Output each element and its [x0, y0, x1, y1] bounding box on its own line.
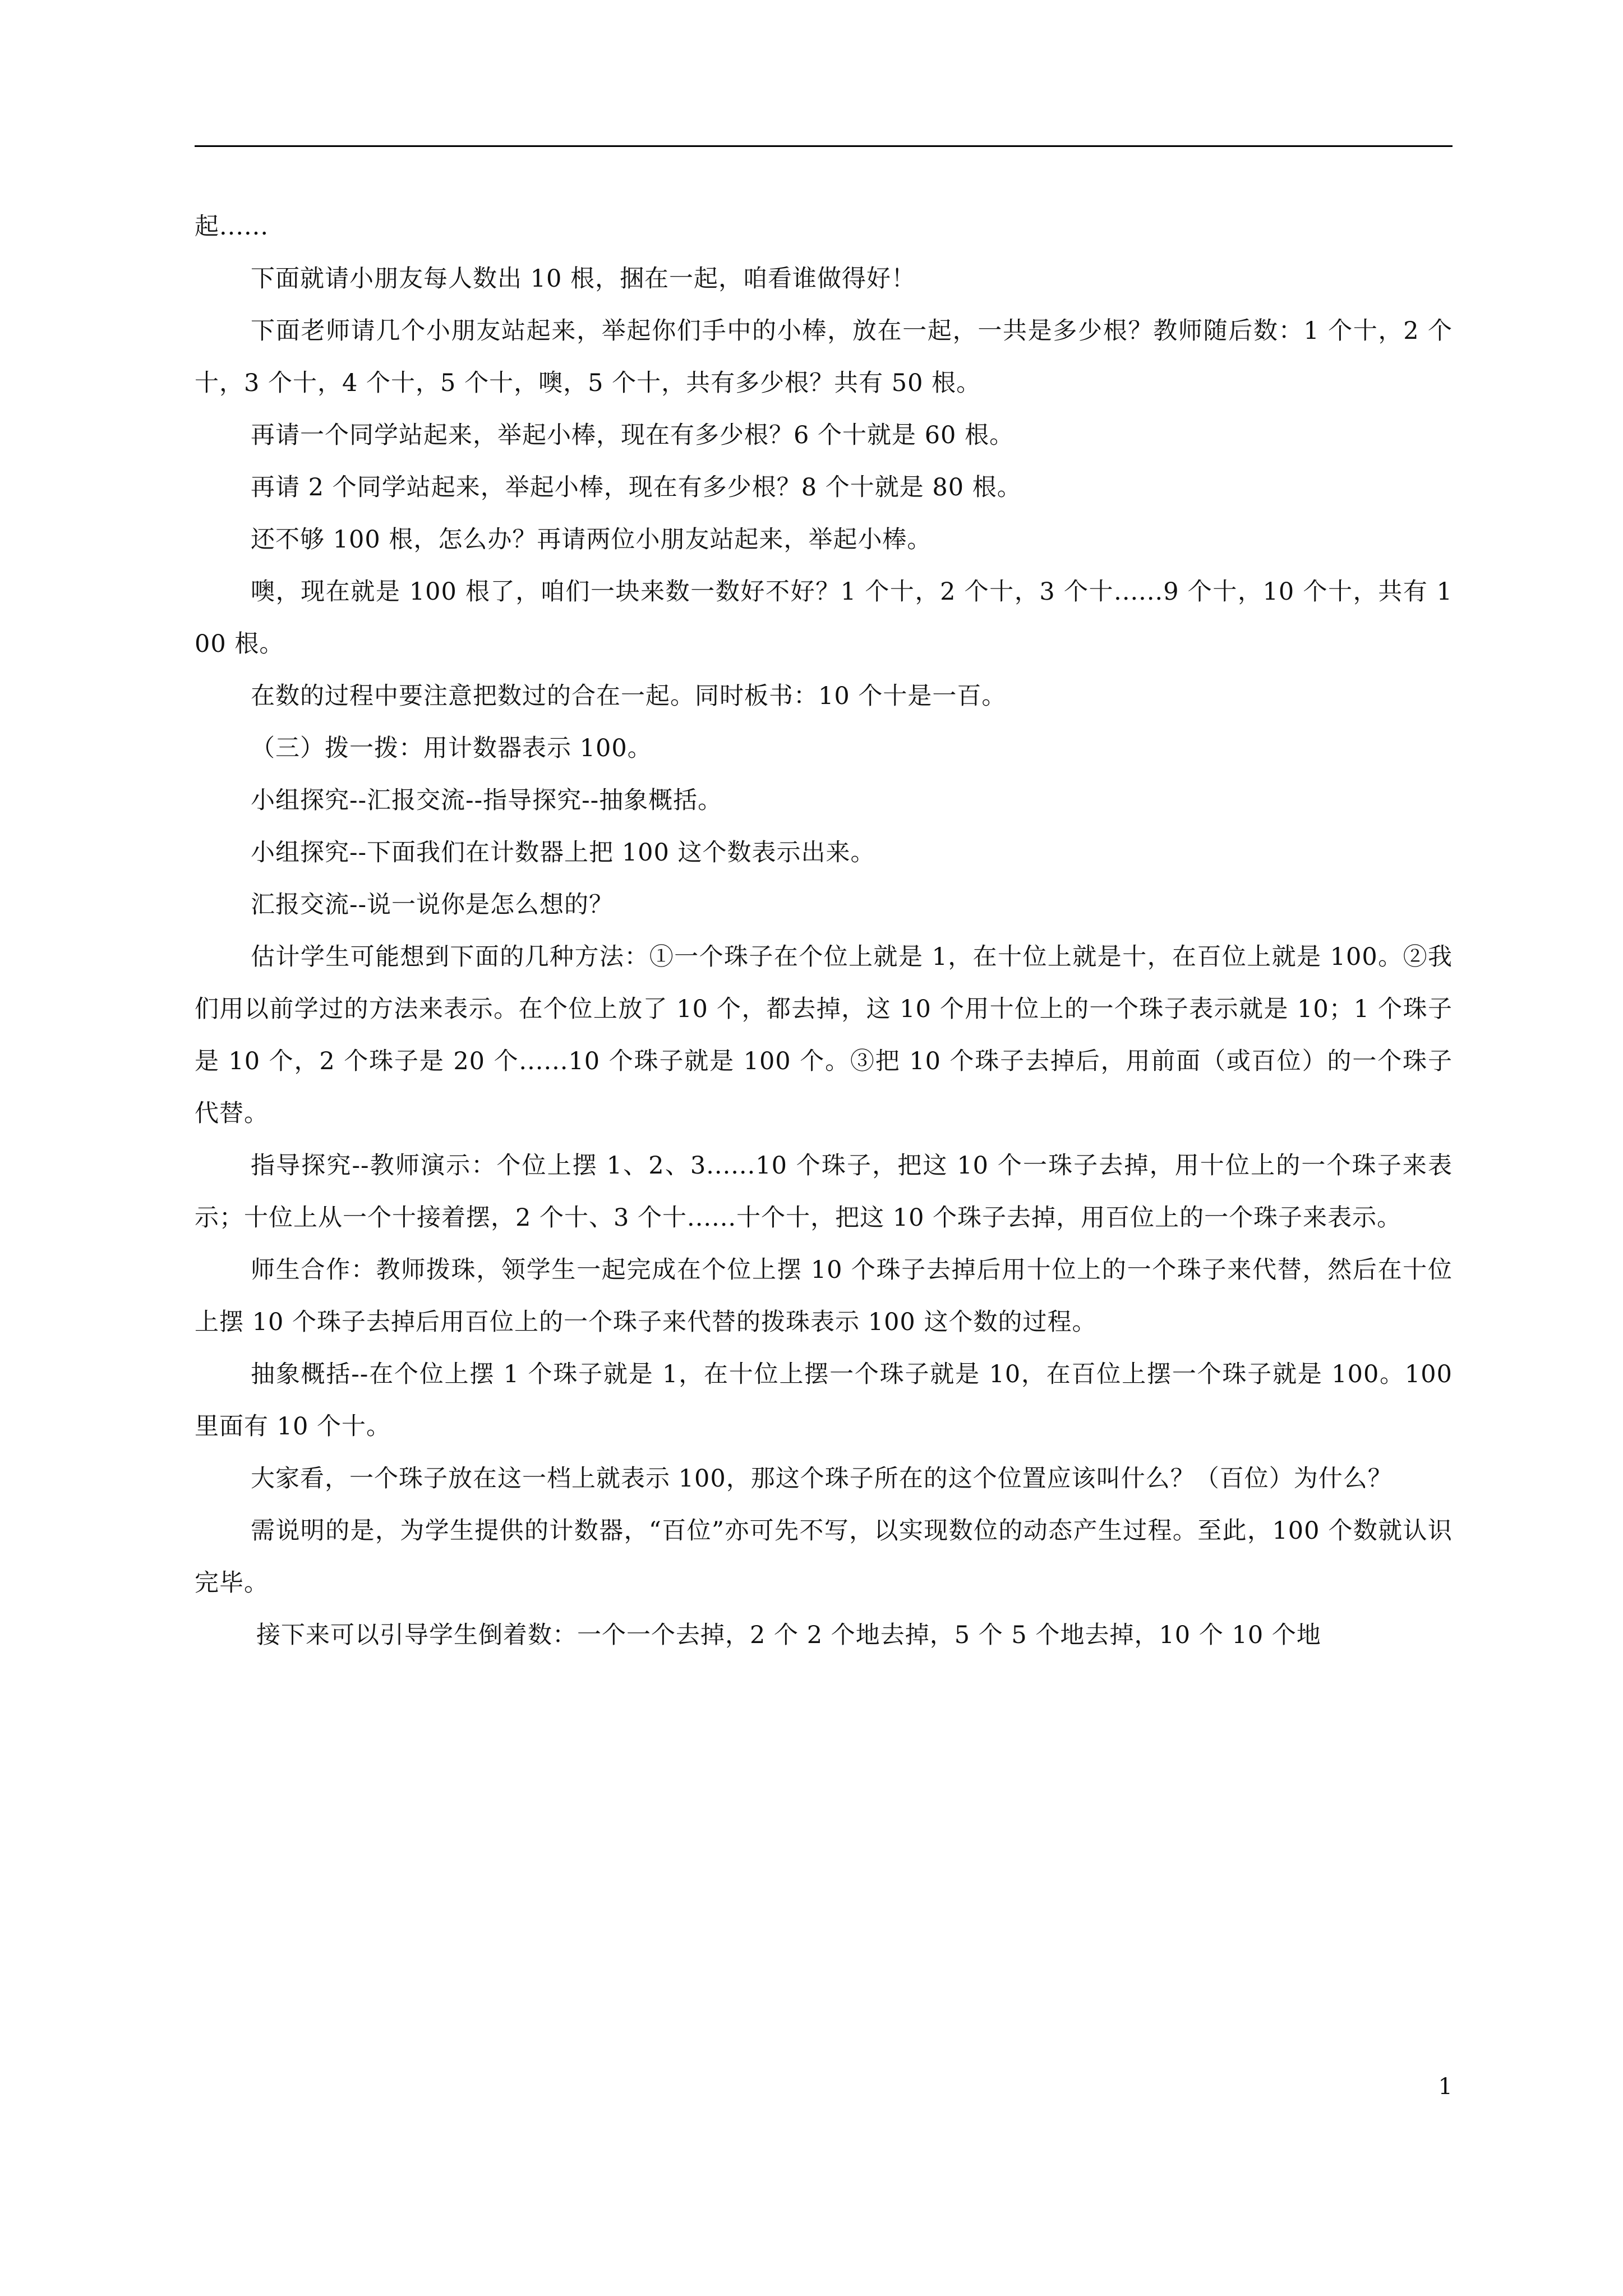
paragraph: 在数的过程中要注意把数过的合在一起。同时板书：10 个十是一百。	[251, 682, 1007, 710]
paragraph: 再请 2 个同学站起来，举起小棒，现在有多少根？8 个十就是 80 根。	[251, 473, 1022, 501]
paragraph: 指导探究--教师演示：个位上摆 1、2、3......10 个珠子，把这 10 个一珠子去掉，用十位上的一个珠子来表示；十位上从一个十接着摆，2 个十、3 个十......十个十，把这 10 个珠子去掉，用百位上的一个珠子来表示。	[195, 1152, 1453, 1232]
document-body	[195, 201, 1453, 1662]
paragraph-continuation: 起......	[195, 213, 269, 241]
paragraph: 估计学生可能想到下面的几种方法：①一个珠子在个位上就是 1，在十位上就是十，在百位上就是 100。②我们用以前学过的方法来表示。在个位上放了 10 个，都去掉，这 10 个用十位上的一个珠子表示就是 10；1 个珠子是 10 个，2 个珠子是 20 个......10 个珠子就是 100 个。③把 10 个珠子去掉后，用前面（或百位）的一个珠子代替。	[195, 943, 1453, 1128]
paragraph: 抽象概括--在个位上摆 1 个珠子就是 1，在十位上摆一个珠子就是 10，在百位上摆一个珠子就是 100。100 里面有 10 个十。	[195, 1360, 1453, 1441]
paragraph: 噢，现在就是 100 根了，咱们一块来数一数好不好？1 个十，2 个十，3 个十......9 个十，10 个十，共有 100 根。	[195, 578, 1453, 658]
paragraph: 大家看，一个珠子放在这一档上就表示 100，那这个珠子所在的这个位置应该叫什么？（百位）为什么？	[251, 1465, 1393, 1493]
paragraph: 小组探究--汇报交流--指导探究--抽象概括。	[251, 786, 723, 815]
paragraph: 下面就请小朋友每人数出 10 根，捆在一起，咱看谁做得好！	[251, 265, 916, 293]
paragraph: 还不够 100 根，怎么办？再请两位小朋友站起来，举起小棒。	[251, 526, 932, 554]
paragraph: 师生合作：教师拨珠，领学生一起完成在个位上摆 10 个珠子去掉后用十位上的一个珠子来代替，然后在十位上摆 10 个珠子去掉后用百位上的一个珠子来代替的拨珠表示 100 这个数的过程。	[195, 1256, 1453, 1336]
paragraph: 需说明的是，为学生提供的计数器，“百位”亦可先不写，以实现数位的动态产生过程。至此，100 个数就认识完毕。	[195, 1517, 1453, 1597]
section-heading: （三）拨一拨：用计数器表示 100。	[251, 734, 652, 762]
paragraph: 汇报交流--说一说你是怎么想的？	[251, 891, 614, 919]
paragraph: 接下来可以引导学生倒着数：一个一个去掉，2 个 2 个地去掉，5 个 5 个地去掉，10 个 10 个地	[256, 1621, 1321, 1649]
page-number: 1	[1438, 2074, 1453, 2100]
paragraph: 再请一个同学站起来，举起小棒，现在有多少根？6 个十就是 60 根。	[251, 421, 1015, 449]
header-rule	[195, 145, 1453, 147]
paragraph: 小组探究--下面我们在计数器上把 100 这个数表示出来。	[251, 839, 875, 867]
paragraph: 下面老师请几个小朋友站起来，举起你们手中的小棒，放在一起，一共是多少根？教师随后数：1 个十，2 个十，3 个十，4 个十，5 个十，噢，5 个十，共有多少根？共有 50 根。	[195, 317, 1453, 397]
